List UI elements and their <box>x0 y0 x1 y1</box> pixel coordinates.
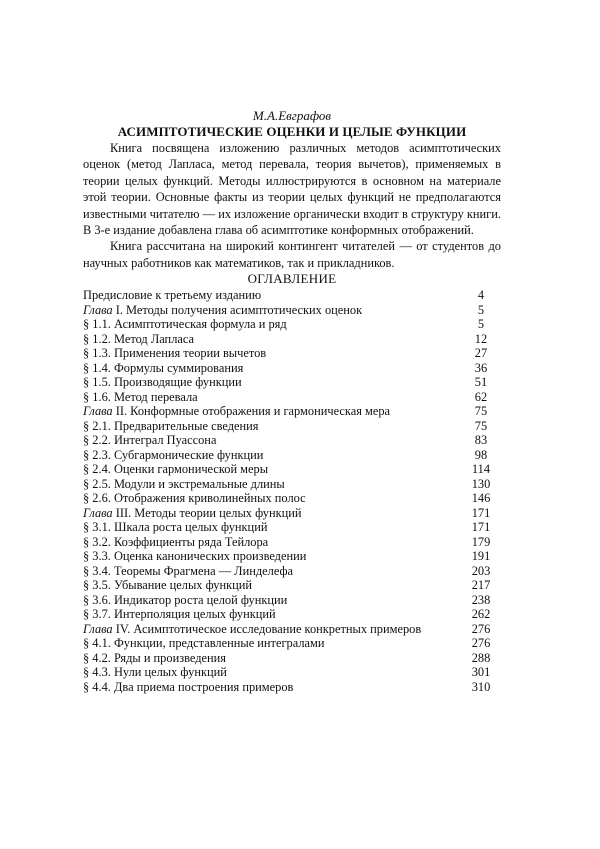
toc-entry-text: § 2.6. Отображения криволинейных полос <box>83 491 306 505</box>
toc-page-number: 262 <box>461 607 501 622</box>
toc-entry-text: § 3.2. Коэффициенты ряда Тейлора <box>83 535 268 549</box>
toc-entry-title <box>83 520 267 535</box>
toc-entry-text: IV. Асимптотическое исследование конкретных примеров <box>113 622 422 636</box>
toc-page-number: 130 <box>461 477 501 492</box>
toc-page-number: 276 <box>461 636 501 651</box>
toc-entry-title <box>83 346 266 361</box>
toc-entry-text: Предисловие к третьему изданию <box>83 288 261 302</box>
toc-page-number: 83 <box>461 433 501 448</box>
toc-page-number: 203 <box>461 564 501 579</box>
toc-entry-title <box>83 390 198 405</box>
toc-entry-text: § 2.5. Модули и экстремальные длины <box>83 477 285 491</box>
toc-entry-text: § 3.7. Интерполяция целых функций <box>83 607 276 621</box>
toc-page-number: 5 <box>461 303 501 318</box>
toc-row <box>83 346 501 361</box>
toc-entry-title <box>83 448 263 463</box>
toc-entry-title <box>83 375 242 390</box>
toc-entry-text: § 4.2. Ряды и произведения <box>83 651 226 665</box>
toc-entry-text: § 3.4. Теоремы Фрагмена — Линделефа <box>83 564 293 578</box>
toc-page-number: 75 <box>461 419 501 434</box>
chapter-prefix: Глава <box>83 506 113 520</box>
toc-row <box>83 607 501 622</box>
toc-page-number: 288 <box>461 651 501 666</box>
toc-entry-text: § 2.3. Субгармонические функции <box>83 448 263 462</box>
toc-entry-title <box>83 477 285 492</box>
toc-heading: ОГЛАВЛЕНИЕ <box>83 272 501 286</box>
toc-entry-title <box>83 680 293 695</box>
toc-row <box>83 288 501 303</box>
toc-row <box>83 680 501 695</box>
toc-page-number: 217 <box>461 578 501 593</box>
toc-chapter-row <box>83 303 501 318</box>
toc-row <box>83 491 501 506</box>
toc-entry-text: § 3.5. Убывание целых функций <box>83 578 252 592</box>
book-title: АСИМПТОТИЧЕСКИЕ ОЦЕНКИ И ЦЕЛЫЕ ФУНКЦИИ <box>83 124 501 140</box>
toc-entry-title <box>83 419 258 434</box>
toc-page-number: 98 <box>461 448 501 463</box>
toc-row <box>83 520 501 535</box>
toc-page-number: 238 <box>461 593 501 608</box>
toc-entry-title <box>83 288 261 303</box>
toc-entry-text: § 2.4. Оценки гармонической меры <box>83 462 268 476</box>
toc-page-number: 114 <box>461 462 501 477</box>
toc-page-number: 36 <box>461 361 501 376</box>
toc-row <box>83 390 501 405</box>
toc-entry-text: § 1.6. Метод перевала <box>83 390 198 404</box>
toc-entry-text: § 3.6. Индикатор роста целой функции <box>83 593 287 607</box>
toc-entry-title <box>83 535 268 550</box>
toc-page-number: 179 <box>461 535 501 550</box>
toc-page-number: 171 <box>461 506 501 521</box>
chapter-prefix: Глава <box>83 303 113 317</box>
toc-page-number: 191 <box>461 549 501 564</box>
toc-row <box>83 317 501 332</box>
toc-chapter-row <box>83 622 501 637</box>
toc-entry-title <box>83 462 268 477</box>
toc-page-number: 75 <box>461 404 501 419</box>
table-of-contents <box>83 288 501 694</box>
toc-row <box>83 332 501 347</box>
toc-row <box>83 578 501 593</box>
toc-entry-title <box>83 593 287 608</box>
toc-row <box>83 665 501 680</box>
toc-entry-title <box>83 636 325 651</box>
toc-entry-text: § 4.3. Нули целых функций <box>83 665 227 679</box>
toc-chapter-row <box>83 404 501 419</box>
toc-row <box>83 419 501 434</box>
toc-entry-text: § 2.1. Предварительные сведения <box>83 419 258 433</box>
toc-row <box>83 564 501 579</box>
toc-entry-title <box>83 578 252 593</box>
toc-page-number: 5 <box>461 317 501 332</box>
toc-page-number: 62 <box>461 390 501 405</box>
toc-row <box>83 593 501 608</box>
toc-entry-title <box>83 361 243 376</box>
toc-page-number: 276 <box>461 622 501 637</box>
toc-entry-title <box>83 651 226 666</box>
toc-row <box>83 549 501 564</box>
toc-entry-text: § 4.1. Функции, представленные интегралами <box>83 636 325 650</box>
toc-row <box>83 636 501 651</box>
toc-row <box>83 375 501 390</box>
toc-entry-title <box>83 622 421 637</box>
toc-entry-title <box>83 491 306 506</box>
toc-entry-text: § 3.1. Шкала роста целых функций <box>83 520 267 534</box>
toc-entry-text: III. Методы теории целых функций <box>113 506 302 520</box>
toc-entry-title <box>83 332 194 347</box>
toc-page-number: 310 <box>461 680 501 695</box>
toc-entry-title <box>83 317 287 332</box>
abstract-paragraph: Книга посвящена изложению различных методов асимптотических оценок (метод Лапласа, метод перевала, теория вычетов), применяемых в теории целых функций. Методы иллюстрируются в основном на материале этой теории. Основные факты из теории целых функций не предполагаются известными читателю — их изложение органически входит в структуру книги. В 3-е издание добавлена глава об асимптотике конформных отображений. <box>83 140 501 238</box>
toc-row <box>83 433 501 448</box>
toc-entry-text: § 1.4. Формулы суммирования <box>83 361 243 375</box>
toc-entry-text: § 3.3. Оценка канонических произведении <box>83 549 306 563</box>
toc-row <box>83 651 501 666</box>
toc-chapter-row <box>83 506 501 521</box>
audience-paragraph: Книга рассчитана на широкий контингент читателей — от студентов до научных работников как математиков, так и прикладников. <box>83 238 501 271</box>
toc-row <box>83 448 501 463</box>
toc-entry-text: § 2.2. Интеграл Пуассона <box>83 433 216 447</box>
toc-entry-title <box>83 665 227 680</box>
toc-row <box>83 477 501 492</box>
document-page <box>83 108 501 694</box>
toc-entry-title <box>83 506 302 521</box>
toc-entry-text: I. Методы получения асимптотических оценок <box>113 303 363 317</box>
toc-page-number: 4 <box>461 288 501 303</box>
toc-entry-text: § 1.2. Метод Лапласа <box>83 332 194 346</box>
toc-entry-text: § 1.3. Применения теории вычетов <box>83 346 266 360</box>
toc-entry-title <box>83 549 306 564</box>
toc-row <box>83 462 501 477</box>
chapter-prefix: Глава <box>83 622 113 636</box>
toc-row <box>83 535 501 550</box>
toc-entry-title <box>83 404 390 419</box>
toc-page-number: 51 <box>461 375 501 390</box>
toc-page-number: 146 <box>461 491 501 506</box>
toc-entry-text: § 1.1. Асимптотическая формула и ряд <box>83 317 287 331</box>
toc-page-number: 301 <box>461 665 501 680</box>
toc-page-number: 12 <box>461 332 501 347</box>
toc-page-number: 27 <box>461 346 501 361</box>
toc-entry-title <box>83 564 293 579</box>
toc-page-number: 171 <box>461 520 501 535</box>
toc-entry-text: § 1.5. Производящие функции <box>83 375 242 389</box>
author: М.А.Евграфов <box>83 108 501 124</box>
toc-entry-title <box>83 303 362 318</box>
toc-entry-title <box>83 433 216 448</box>
toc-entry-title <box>83 607 276 622</box>
toc-entry-text: II. Конформные отображения и гармоническая мера <box>113 404 390 418</box>
chapter-prefix: Глава <box>83 404 113 418</box>
toc-entry-text: § 4.4. Два приема построения примеров <box>83 680 293 694</box>
toc-row <box>83 361 501 376</box>
